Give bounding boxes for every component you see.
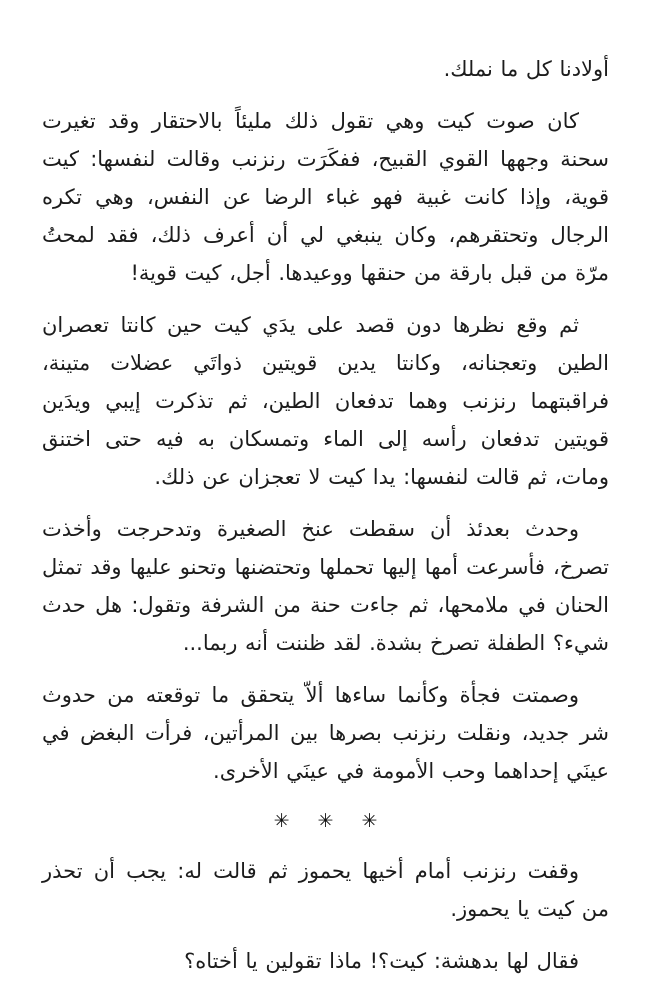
- paragraph: وحدث بعدئذ أن سقطت عنخ الصغيرة وتدحرجت وأخذت تصرخ، فأسرعت أمها إليها تحملها وتحتضنها وتحنو عليها وقد تمثل الحنان في ملامحها، ثم جاءت حنة من الشرفة وتقول: هل حدث شيء؟ الطفلة تصرخ بشدة. لقد ظننت أنه ربما...: [42, 517, 609, 655]
- paragraph: وصمتت فجأة وكأنما ساءها ألاّ يتحقق ما توقعته من حدوث شر جديد، ونقلت رنزنب بصرها بين المرأتين، فرأت البغض في عينَي إحداهما وحب الأمومة في عينَي الأخرى.: [42, 683, 609, 783]
- paragraph: فقال لها بدهشة: كيت؟! ماذا تقولين يا أختاه؟: [184, 949, 579, 973]
- paragraph: وقفت رنزنب أمام أخيها يحموز ثم قالت له: يجب أن تحذر من كيت يا يحموز.: [42, 859, 609, 921]
- section-break-ornament: ✳ ✳ ✳: [273, 810, 378, 832]
- paragraph: ثم وقع نظرها دون قصد على يدَي كيت حين كانتا تعصران الطين وتعجنانه، وكانتا يدين قويتين ذواتَي عضلات متينة، فراقبتهما رنزنب وهما تدفعان الطين، ثم تذكرت إيبي ويدَين قويتين تدفعان رأسه إلى الماء وتمسكان به فيه حتى اختنق ومات، ثم قالت لنفسها: يدا كيت لا تعجزان عن ذلك.: [42, 313, 609, 489]
- paragraph-continuation-line: أولادنا كل ما نملك.: [443, 57, 609, 81]
- paragraph: كان صوت كيت وهي تقول ذلك مليئاً بالاحتقار وقد تغيرت سحنة وجهها القوي القبيح، ففكَرَت رنزنب وقالت لنفسها: كيت قوية، وإذا كانت غبية فهو غباء الرضا عن النفس، وهي تكره الرجال وتحتقرهم، وكان ينبغي لي أن أعرف ذلك، فقد لمحتُ مرّة من قبل بارقة من حنقها ووعيدها. أجل، كيت قوية!: [42, 109, 609, 285]
